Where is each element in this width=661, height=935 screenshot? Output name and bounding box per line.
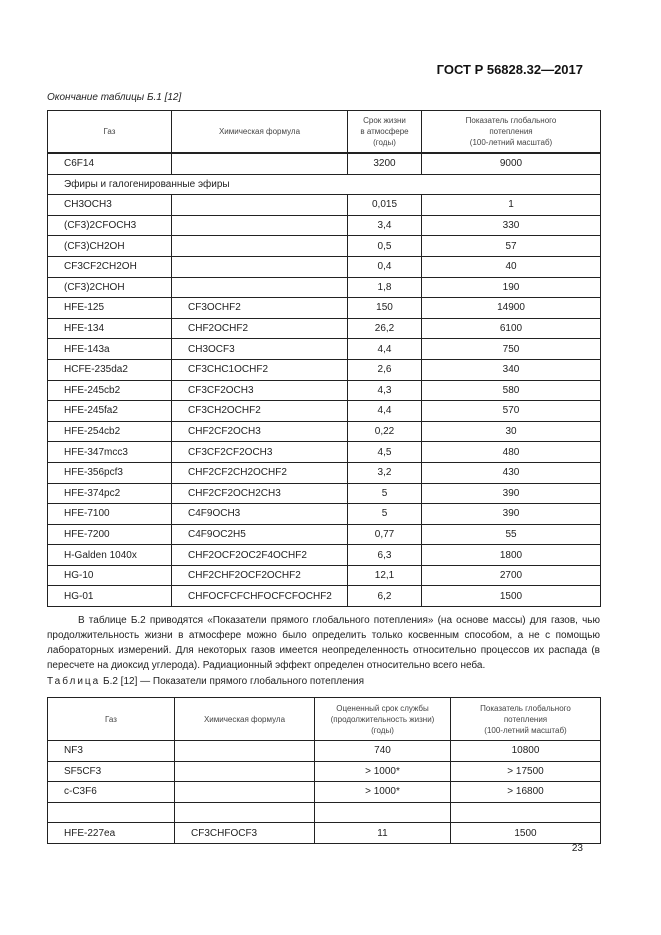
cell-lifetime: 2,6: [348, 359, 422, 380]
cell-gwp: > 16800: [451, 782, 601, 803]
cell-formula: CHF2CF2CH2OCHF2: [172, 462, 348, 483]
table1-caption: Окончание таблицы Б.1 [12]: [47, 92, 182, 103]
cell-gwp: 750: [422, 339, 601, 360]
cell-formula: CH3OCF3: [172, 339, 348, 360]
cell-formula: C4F9OCH3: [172, 504, 348, 525]
col-header-lifetime: Срок жизни в атмосфере (годы): [348, 111, 422, 154]
cell-gwp: 390: [422, 504, 601, 525]
table-header-row: [48, 111, 601, 154]
cell-formula: [172, 153, 348, 174]
cell-gas: HFE-7200: [48, 524, 172, 545]
cell-lifetime: > 1000*: [315, 782, 451, 803]
cell-lifetime: 0,22: [348, 421, 422, 442]
cell-gwp: 570: [422, 401, 601, 422]
cell-gwp: [451, 802, 601, 823]
page-number: 23: [571, 843, 583, 854]
cell-gas: HG-01: [48, 586, 172, 607]
cell-gas: HG-10: [48, 565, 172, 586]
cell-formula: [172, 236, 348, 257]
cell-gas: HFE-245fa2: [48, 401, 172, 422]
cell-formula: CF3CH2OCHF2: [172, 401, 348, 422]
cell-formula: CF3CHFOCF3: [175, 823, 315, 844]
cell-gas: H-Galden 1040x: [48, 545, 172, 566]
cell-gwp: 1500: [422, 586, 601, 607]
document-id: ГОСТ Р 56828.32—2017: [436, 62, 583, 77]
cell-gwp: 30: [422, 421, 601, 442]
cell-gas: HFE-143a: [48, 339, 172, 360]
cell-lifetime: 11: [315, 823, 451, 844]
col-header-gas: Газ: [48, 698, 175, 741]
table-row: [48, 782, 601, 803]
cell-lifetime: 4,5: [348, 442, 422, 463]
cell-gwp: 190: [422, 277, 601, 298]
cell-lifetime: 5: [348, 483, 422, 504]
cell-formula: CF3OCHF2: [172, 298, 348, 319]
table-row: [48, 236, 601, 257]
table-b2: [47, 697, 601, 844]
cell-gwp: 340: [422, 359, 601, 380]
table2-caption-word: Таблица: [47, 676, 101, 687]
cell-gwp: 14900: [422, 298, 601, 319]
table-row: [48, 298, 601, 319]
cell-lifetime: 4,4: [348, 401, 422, 422]
cell-gas: (CF3)2CFOCH3: [48, 215, 172, 236]
cell-gas: HCFE-235da2: [48, 359, 172, 380]
cell-gwp: 1: [422, 195, 601, 216]
cell-gas: NF3: [48, 741, 175, 762]
table-row: [48, 504, 601, 525]
cell-lifetime: 740: [315, 741, 451, 762]
group-label: Эфиры и галогенированные эфиры: [48, 174, 601, 195]
table-row: [48, 823, 601, 844]
col-header-gas: Газ: [48, 111, 172, 154]
cell-gwp: 57: [422, 236, 601, 257]
table-row: [48, 318, 601, 339]
table-row: [48, 761, 601, 782]
cell-lifetime: 4,4: [348, 339, 422, 360]
cell-gas: HFE-227ea: [48, 823, 175, 844]
table-row: [48, 524, 601, 545]
table-row: [48, 359, 601, 380]
cell-formula: CHF2CF2OCH2CH3: [172, 483, 348, 504]
cell-lifetime: 0,5: [348, 236, 422, 257]
cell-gwp: 480: [422, 442, 601, 463]
cell-formula: CF3CF2CF2OCH3: [172, 442, 348, 463]
cell-formula: CHF2CF2OCH3: [172, 421, 348, 442]
cell-gas: CH3OCH3: [48, 195, 172, 216]
cell-lifetime: 0,77: [348, 524, 422, 545]
cell-lifetime: [315, 802, 451, 823]
table2-caption-text: Б.2 [12] — Показатели прямого глобального потепления: [103, 676, 365, 687]
cell-formula: CHF2OCF2OC2F4OCHF2: [172, 545, 348, 566]
table-row: [48, 586, 601, 607]
cell-formula: [172, 215, 348, 236]
col-header-formula: Химическая формула: [172, 111, 348, 154]
cell-gas: (CF3)CH2OH: [48, 236, 172, 257]
cell-lifetime: 5: [348, 504, 422, 525]
cell-gas: HFE-254cb2: [48, 421, 172, 442]
body-paragraph: В таблице Б.2 приводятся «Показатели прямого глобального потепления» (на основе массы) для газов, чью продолжительность жизни в атмосфере можно было определить только косвенным способом, а не с помощью лабораторных измерений. Для некоторых газов имеется неопределенность относительно процессов их распада (в пересчете на диоксид углерода). Радиационный эффект определен относительно всего неба.: [47, 615, 600, 671]
cell-formula: CHF2CHF2OCF2OCHF2: [172, 565, 348, 586]
cell-gas: HFE-347mcc3: [48, 442, 172, 463]
table-row: [48, 741, 601, 762]
cell-formula: [175, 741, 315, 762]
cell-gwp: 9000: [422, 153, 601, 174]
cell-formula: CHFOCFCFCHFOCFCFOCHF2: [172, 586, 348, 607]
cell-gas: HFE-7100: [48, 504, 172, 525]
col-header-gwp: Показатель глобального потепления (100-летний масштаб): [451, 698, 601, 741]
table-row: [48, 545, 601, 566]
cell-gwp: 10800: [451, 741, 601, 762]
table-row: [48, 339, 601, 360]
table2-caption: [47, 676, 364, 687]
cell-lifetime: 0,015: [348, 195, 422, 216]
cell-lifetime: 0,4: [348, 256, 422, 277]
table-row: [48, 462, 601, 483]
cell-formula: CF3CF2OCH3: [172, 380, 348, 401]
cell-gas: C6F14: [48, 153, 172, 174]
cell-gas: HFE-245cb2: [48, 380, 172, 401]
cell-gwp: 1500: [451, 823, 601, 844]
cell-gwp: 6100: [422, 318, 601, 339]
col-header-lifetime: Оцененный срок службы (продолжительность жизни) (годы): [315, 698, 451, 741]
cell-lifetime: 26,2: [348, 318, 422, 339]
cell-lifetime: 3200: [348, 153, 422, 174]
cell-lifetime: 6,2: [348, 586, 422, 607]
table-row: [48, 215, 601, 236]
col-header-formula: Химическая формула: [175, 698, 315, 741]
cell-gas: CF3CF2CH2OH: [48, 256, 172, 277]
cell-gwp: 580: [422, 380, 601, 401]
cell-lifetime: 3,2: [348, 462, 422, 483]
table-header-row: [48, 698, 601, 741]
table-row: [48, 442, 601, 463]
cell-formula: [172, 277, 348, 298]
cell-formula: [175, 802, 315, 823]
table-row: [48, 153, 601, 174]
cell-gas: HFE-374pc2: [48, 483, 172, 504]
table-row: [48, 565, 601, 586]
cell-formula: [172, 195, 348, 216]
cell-gas: HFE-356pcf3: [48, 462, 172, 483]
cell-gwp: 2700: [422, 565, 601, 586]
cell-gas: SF5CF3: [48, 761, 175, 782]
table-row: [48, 483, 601, 504]
cell-formula: [175, 761, 315, 782]
cell-gas: HFE-125: [48, 298, 172, 319]
table-row: [48, 256, 601, 277]
cell-gas: c-C3F6: [48, 782, 175, 803]
cell-formula: [175, 782, 315, 803]
table-row: [48, 195, 601, 216]
cell-gwp: 55: [422, 524, 601, 545]
cell-formula: C4F9OC2H5: [172, 524, 348, 545]
table-row: [48, 802, 601, 823]
cell-gas: HFE-134: [48, 318, 172, 339]
cell-lifetime: 6,3: [348, 545, 422, 566]
cell-lifetime: 4,3: [348, 380, 422, 401]
table-row: [48, 380, 601, 401]
cell-gwp: 430: [422, 462, 601, 483]
cell-lifetime: 150: [348, 298, 422, 319]
cell-gwp: > 17500: [451, 761, 601, 782]
cell-lifetime: 1,8: [348, 277, 422, 298]
cell-gas: [48, 802, 175, 823]
cell-gwp: 40: [422, 256, 601, 277]
table-row: [48, 401, 601, 422]
cell-formula: [172, 256, 348, 277]
cell-lifetime: 12,1: [348, 565, 422, 586]
table-row: [48, 277, 601, 298]
group-row: [48, 174, 601, 195]
table-b1: [47, 110, 601, 607]
cell-formula: CF3CHC1OCHF2: [172, 359, 348, 380]
cell-gwp: 1800: [422, 545, 601, 566]
cell-lifetime: > 1000*: [315, 761, 451, 782]
cell-gwp: 330: [422, 215, 601, 236]
cell-formula: CHF2OCHF2: [172, 318, 348, 339]
col-header-gwp: Показатель глобального потепления (100-летний масштаб): [422, 111, 601, 154]
cell-gas: (CF3)2CHOH: [48, 277, 172, 298]
table-row: [48, 421, 601, 442]
cell-gwp: 390: [422, 483, 601, 504]
cell-lifetime: 3,4: [348, 215, 422, 236]
